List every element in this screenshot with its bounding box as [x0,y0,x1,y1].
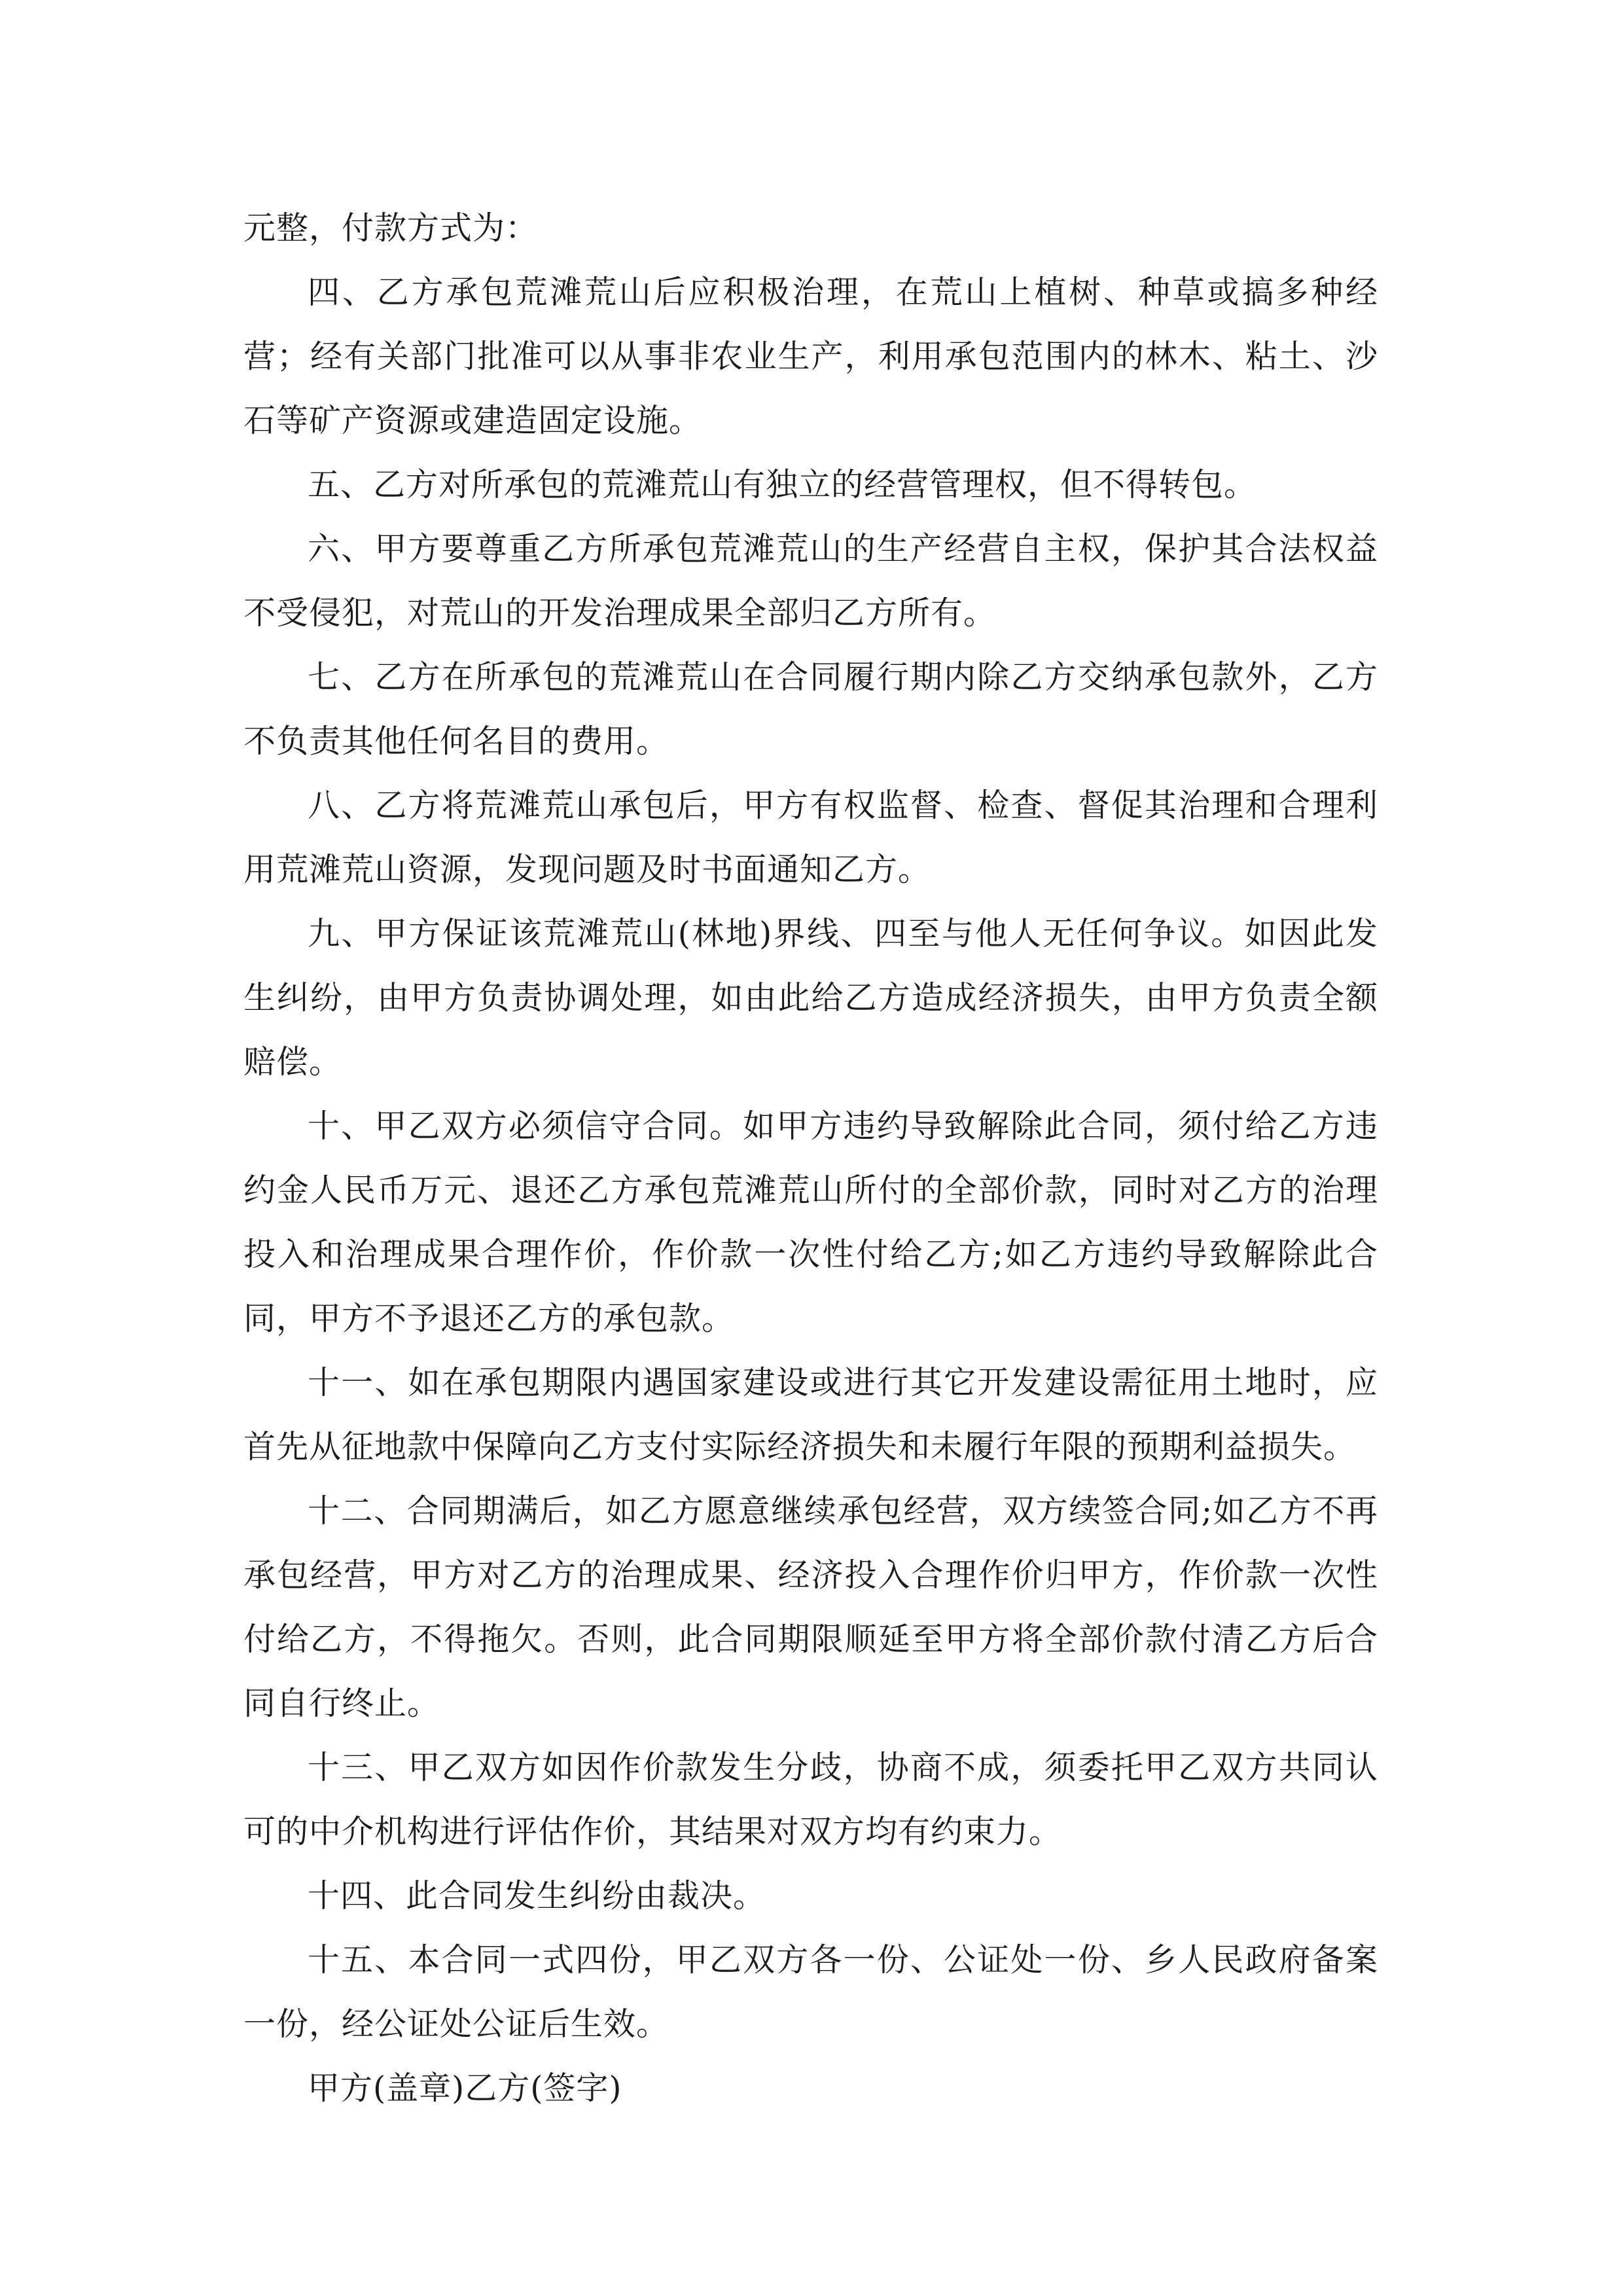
paragraph-clause-14: 十四、此合同发生纠纷由裁决。 [308,1877,766,1914]
paragraph-clause-10: 十、甲乙双方必须信守合同。如甲方违约导致解除此合同，须付给乙方违约金人民币万元、退还乙方承包荒滩荒山所付的全部价款，同时对乙方的治理投入和治理成果合理作价，作价款一次性付给乙方;如乙方违约导致解除此合同，甲方不予退还乙方的承包款。 [243,1107,1378,1337]
paragraph-clause-9: 九、甲方保证该荒滩荒山(林地)界线、四至与他人无任何争议。如因此发生纠纷，由甲方负责协调处理，如由此给乙方造成经济损失，由甲方负责全额赔偿。 [243,915,1378,1081]
paragraph-clause-7: 七、乙方在所承包的荒滩荒山在合同履行期内除乙方交纳承包款外，乙方不负责其他任何名目的费用。 [243,658,1378,760]
paragraph-clause-6: 六、甲方要尊重乙方所承包荒滩荒山的生产经营自主权，保护其合法权益不受侵犯，对荒山的开发治理成果全部归乙方所有。 [243,530,1378,632]
paragraph-clause-5: 五、乙方对所承包的荒滩荒山有独立的经营管理权，但不得转包。 [308,466,1257,503]
paragraph-clause-12: 十二、合同期满后，如乙方愿意继续承包经营，双方续签合同;如乙方不再承包经营，甲方对乙方的治理成果、经济投入合理作价归甲方，作价款一次性付给乙方，不得拖欠。否则，此合同期限顺延至甲方将全部价款付清乙方后合同自行终止。 [243,1492,1378,1722]
paragraph-clause-15: 十五、本合同一式四份，甲乙双方各一份、公证处一份、乡人民政府备案一份，经公证处公证后生效。 [243,1941,1378,2043]
paragraph-clause-11: 十一、如在承包期限内遇国家建设或进行其它开发建设需征用土地时，应首先从征地款中保障向乙方支付实际经济损失和未履行年限的预期利益损失。 [243,1364,1378,1465]
paragraph-clause-13: 十三、甲乙双方如因作价款发生分歧，协商不成，须委托甲乙双方共同认可的中介机构进行评估作价，其结果对双方均有约束力。 [243,1749,1378,1850]
signature-line: 甲方(盖章)乙方(签字) [308,2070,622,2107]
paragraph-clause-8: 八、乙方将荒滩荒山承包后，甲方有权监督、检查、督促其治理和合理利用荒滩荒山资源，发现问题及时书面通知乙方。 [243,787,1378,888]
paragraph-clause-4: 四、乙方承包荒滩荒山后应积极治理，在荒山上植树、种草或搞多种经营；经有关部门批准可以从事非农业生产，利用承包范围内的林木、粘土、沙石等矿产资源或建造固定设施。 [243,274,1378,439]
paragraph-payment-method: 元整，付款方式为： [243,209,539,247]
contract-body [243,196,1378,2121]
